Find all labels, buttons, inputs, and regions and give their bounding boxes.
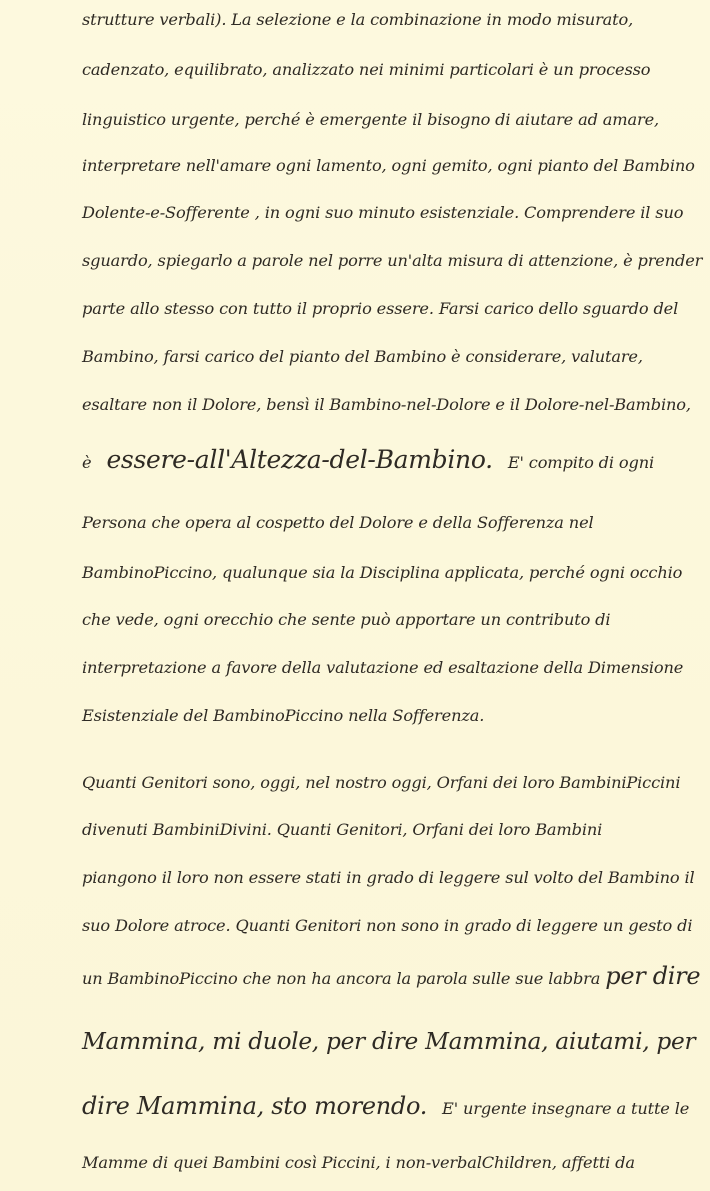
mixed-line <box>82 964 700 988</box>
emphasis-tail: E' compito di ogni <box>507 453 655 472</box>
text-line: esaltare non il Dolore, bensì il Bambino-nel-Dolore e il Dolore-nel-Bambino, <box>82 395 691 414</box>
text-line: interpretare nell'amare ogni lamento, ogni gemito, ogni pianto del Bambino <box>82 156 695 175</box>
text-line: BambinoPiccino, qualunque sia la Disciplina applicata, perché ogni occhio <box>82 563 683 582</box>
text-line: sguardo, spiegarlo a parole nel porre un'alta misura di attenzione, è prender <box>82 251 703 270</box>
text-line: Esistenziale del BambinoPiccino nella Sofferenza. <box>82 706 485 725</box>
text-line: cadenzato, equilibrato, analizzato nei minimi particolari è un processo <box>82 60 651 79</box>
big-text-line: Mammina, mi duole, per dire Mammina, aiutami, per <box>82 1028 696 1055</box>
text-line: Bambino, farsi carico del pianto del Bambino è considerare, valutare, <box>82 347 643 366</box>
text-line: Dolente-e-Sofferente , in ogni suo minuto esistenziale. Comprendere il suo <box>82 203 684 222</box>
mixed-line-2 <box>82 1094 689 1118</box>
text-line: piangono il loro non essere stati in grado di leggere sul volto del Bambino il <box>82 868 695 887</box>
emphasis-line <box>82 447 654 472</box>
text-line: Mamme di quei Bambini così Piccini, i non-verbalChildren, affetti da <box>82 1153 635 1172</box>
text-line: divenuti BambiniDivini. Quanti Genitori, Orfani dei loro Bambini <box>82 820 603 839</box>
mixed-small: un BambinoPiccino che non ha ancora la parola sulle sue labbra <box>82 969 601 988</box>
mixed2-big: dire Mammina, sto morendo. <box>82 1092 428 1120</box>
mixed-big: per dire <box>605 962 701 990</box>
text-line: che vede, ogni orecchio che sente può apportare un contributo di <box>82 610 611 629</box>
text-line: Quanti Genitori sono, oggi, nel nostro oggi, Orfani dei loro BambiniPiccini <box>82 773 681 792</box>
text-line: linguistico urgente, perché è emergente il bisogno di aiutare ad amare, <box>82 110 660 129</box>
emphasis-phrase: essere-all'Altezza-del-Bambino. <box>106 445 493 474</box>
emphasis-lead: è <box>82 453 92 472</box>
text-line: strutture verbali). La selezione e la combinazione in modo misurato, <box>82 10 634 29</box>
text-line: Persona che opera al cospetto del Dolore e della Sofferenza nel <box>82 513 594 532</box>
text-line: interpretazione a favore della valutazione ed esaltazione della Dimensione <box>82 658 684 677</box>
mixed2-small: E' urgente insegnare a tutte le <box>442 1099 690 1118</box>
text-line: suo Dolore atroce. Quanti Genitori non sono in grado di leggere un gesto di <box>82 916 693 935</box>
text-line: parte allo stesso con tutto il proprio essere. Farsi carico dello sguardo del <box>82 299 679 318</box>
